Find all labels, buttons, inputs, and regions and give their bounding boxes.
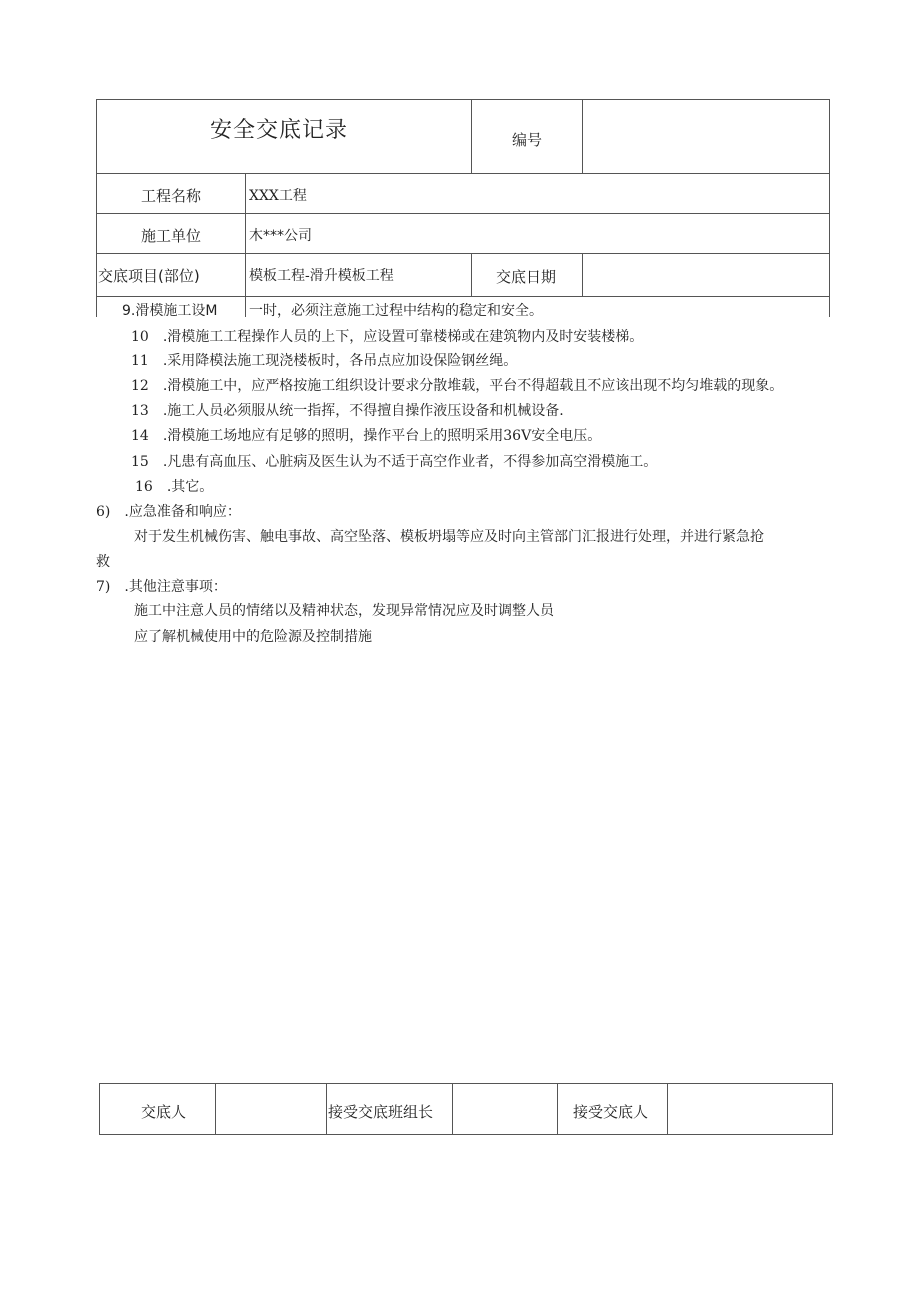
paragraph-line: 应了解机械使用中的危险源及控制措施 — [134, 629, 372, 645]
partial-row-left: 9.滑模施工设M — [122, 303, 218, 319]
item-value: 模板工程-滑升模板工程 — [249, 268, 394, 284]
section-heading: 7) .其他注意事项： — [96, 579, 227, 595]
unit-label: 施工单位 — [141, 227, 202, 245]
section-heading: 6) .应急准备和响应： — [96, 504, 241, 520]
paragraph-line: 对于发生机械伤害、触电事故、高空坠落、模板坍塌等应及时向主管部门汇报进行处理，并进行紧急抢 — [134, 529, 764, 545]
page-title: 安全交底记录 — [210, 118, 349, 143]
team-leader-label: 接受交底班组长 — [328, 1103, 434, 1121]
project-name-label: 工程名称 — [141, 187, 202, 205]
list-item: 12 .滑模施工中，应严格按施工组织设计要求分散堆载，平台不得超载且不应该出现不均匀堆载的现象。 — [131, 378, 784, 394]
receiver-label: 接受交底人 — [573, 1103, 649, 1121]
number-label: 编号 — [512, 131, 543, 149]
list-item: 15 .凡患有高血压、心脏病及医生认为不适于高空作业者，不得参加高空滑模施工。 — [131, 454, 658, 470]
project-name-value: XXX工程 — [249, 188, 307, 204]
paragraph-line: 救 — [96, 554, 110, 570]
partial-row-right: 一时，必须注意施工过程中结构的稳定和安全。 — [249, 303, 543, 319]
date-label: 交底日期 — [496, 268, 557, 286]
list-item: 16 .其它。 — [135, 479, 214, 495]
discloser-label: 交底人 — [141, 1103, 187, 1121]
unit-value: 木***公司 — [249, 228, 312, 244]
list-item: 11 .采用降模法施工现浇楼板时，各吊点应加设保险钢丝绳。 — [131, 353, 518, 369]
item-label: 交底项目(部位) — [98, 267, 200, 285]
list-item: 13 .施工人员必须服从统一指挥，不得擅自操作液压设备和机械设备. — [131, 403, 564, 419]
list-item: 14 .滑模施工场地应有足够的照明，操作平台上的照明采用36V安全电压。 — [131, 428, 602, 444]
paragraph-line: 施工中注意人员的情绪以及精神状态，发现异常情况应及时调整人员 — [134, 603, 554, 619]
list-item: 10 .滑模施工工程操作人员的上下，应设置可靠楼梯或在建筑物内及时安装楼梯。 — [131, 329, 644, 345]
